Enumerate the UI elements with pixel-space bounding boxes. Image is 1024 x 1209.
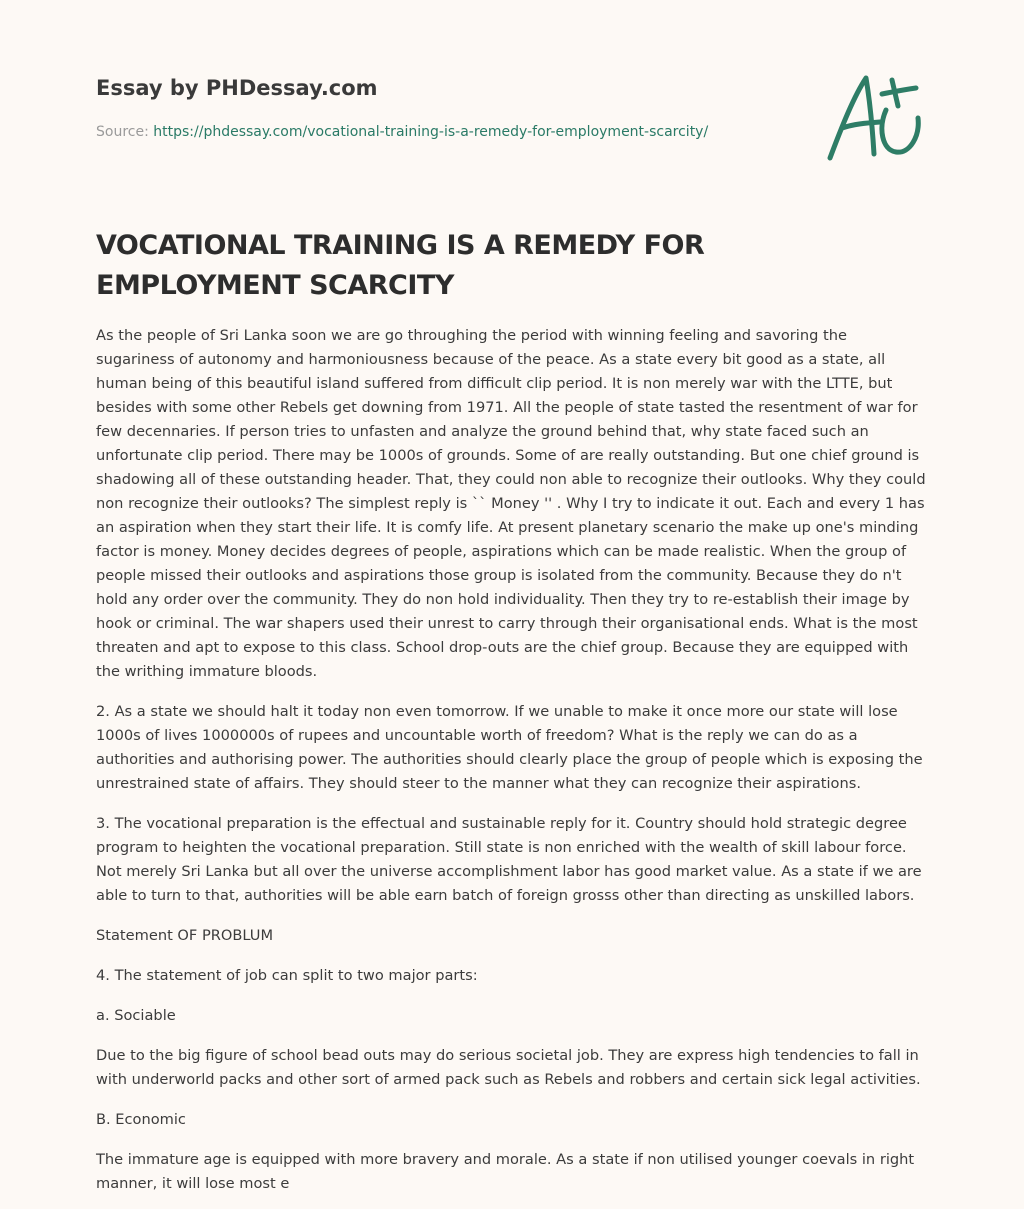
subheading: B. Economic: [96, 1111, 186, 1128]
source-line: [96, 124, 708, 140]
a-plus-logo-icon: [820, 66, 930, 166]
essay-title: VOCATIONAL TRAINING IS A REMEDY FOR EMPLOYMENT SCARCITY: [96, 230, 705, 301]
subheading: a. Sociable: [96, 1007, 176, 1024]
paragraph: Due to the big figure of school bead outs may do serious societal job. They are express high tendencies to fall in with underworld packs and other sort of armed pack such as Rebels and robbers and certain sick legal activities.: [96, 1047, 921, 1088]
paragraph: As the people of Sri Lanka soon we are go throughing the period with winning feeling and savoring the sugariness of autonomy and harmoniousness because of the peace. As a state every bit good as a state, all human being of this beautiful island suffered from difficult clip period. It is non merely war with the LTTE, but besides with some other Rebels get downing from 1971. All the people of state tasted the resentment of war for few decennaries. If person tries to unfasten and analyze the ground behind that, why state faced such an unfortunate clip period. There may be 1000s of grounds. Some of are really outstanding. But one chief ground is shadowing all of these outstanding header. That, they could non able to recognize their outlooks. Why they could non recognize their outlooks? The simplest reply is `` Money '' . Why I try to indicate it out. Each and every 1 has an aspiration when they start their life. It is comfy life. At present planetary scenario the make up one's minding factor is money. Money decides degrees of people, aspirations which can be made realistic. When the group of people missed their outlooks and aspirations those group is isolated from the community. Because they do n't hold any order over the community. They do non hold individuality. Then they try to re-establish their image by hook or criminal. The war shapers used their unrest to carry through their organisational ends. What is the most threaten and apt to expose to this class. School drop-outs are the chief group. Because they are equipped with the writhing immature bloods.: [96, 327, 926, 680]
paragraph: 2. As a state we should halt it today non even tomorrow. If we unable to make it once more our state will lose 1000s of lives 1000000s of rupees and uncountable worth of freedom? What is the reply we can do as a authorities and authorising power. The authorities should clearly place the group of people which is exposing the unrestrained state of affairs. They should steer to the manner what they can recognize their aspirations.: [96, 703, 923, 792]
essay-body: [96, 324, 928, 1196]
paragraph: 4. The statement of job can split to two major parts:: [96, 967, 478, 984]
source-label: Source:: [96, 124, 149, 140]
section-heading: Statement OF PROBLUM: [96, 927, 274, 944]
source-link[interactable]: https://phdessay.com/vocational-training-is-a-remedy-for-employment-scarcity/: [153, 124, 709, 140]
paragraph: The immature age is equipped with more bravery and morale. As a state if non utilised younger coevals in right manner, it will lose most e: [96, 1151, 915, 1192]
site-brand: Essay by PHDessay.com: [96, 76, 378, 100]
paragraph: 3. The vocational preparation is the effectual and sustainable reply for it. Country should hold strategic degree program to heighten the vocational preparation. Still state is non enriched with the wealth of skill labour force. Not merely Sri Lanka but all over the universe accomplishment labor has good market value. As a state if we are able to turn to that, authorities will be able earn batch of foreign grosss other than directing as unskilled labors.: [96, 815, 922, 904]
